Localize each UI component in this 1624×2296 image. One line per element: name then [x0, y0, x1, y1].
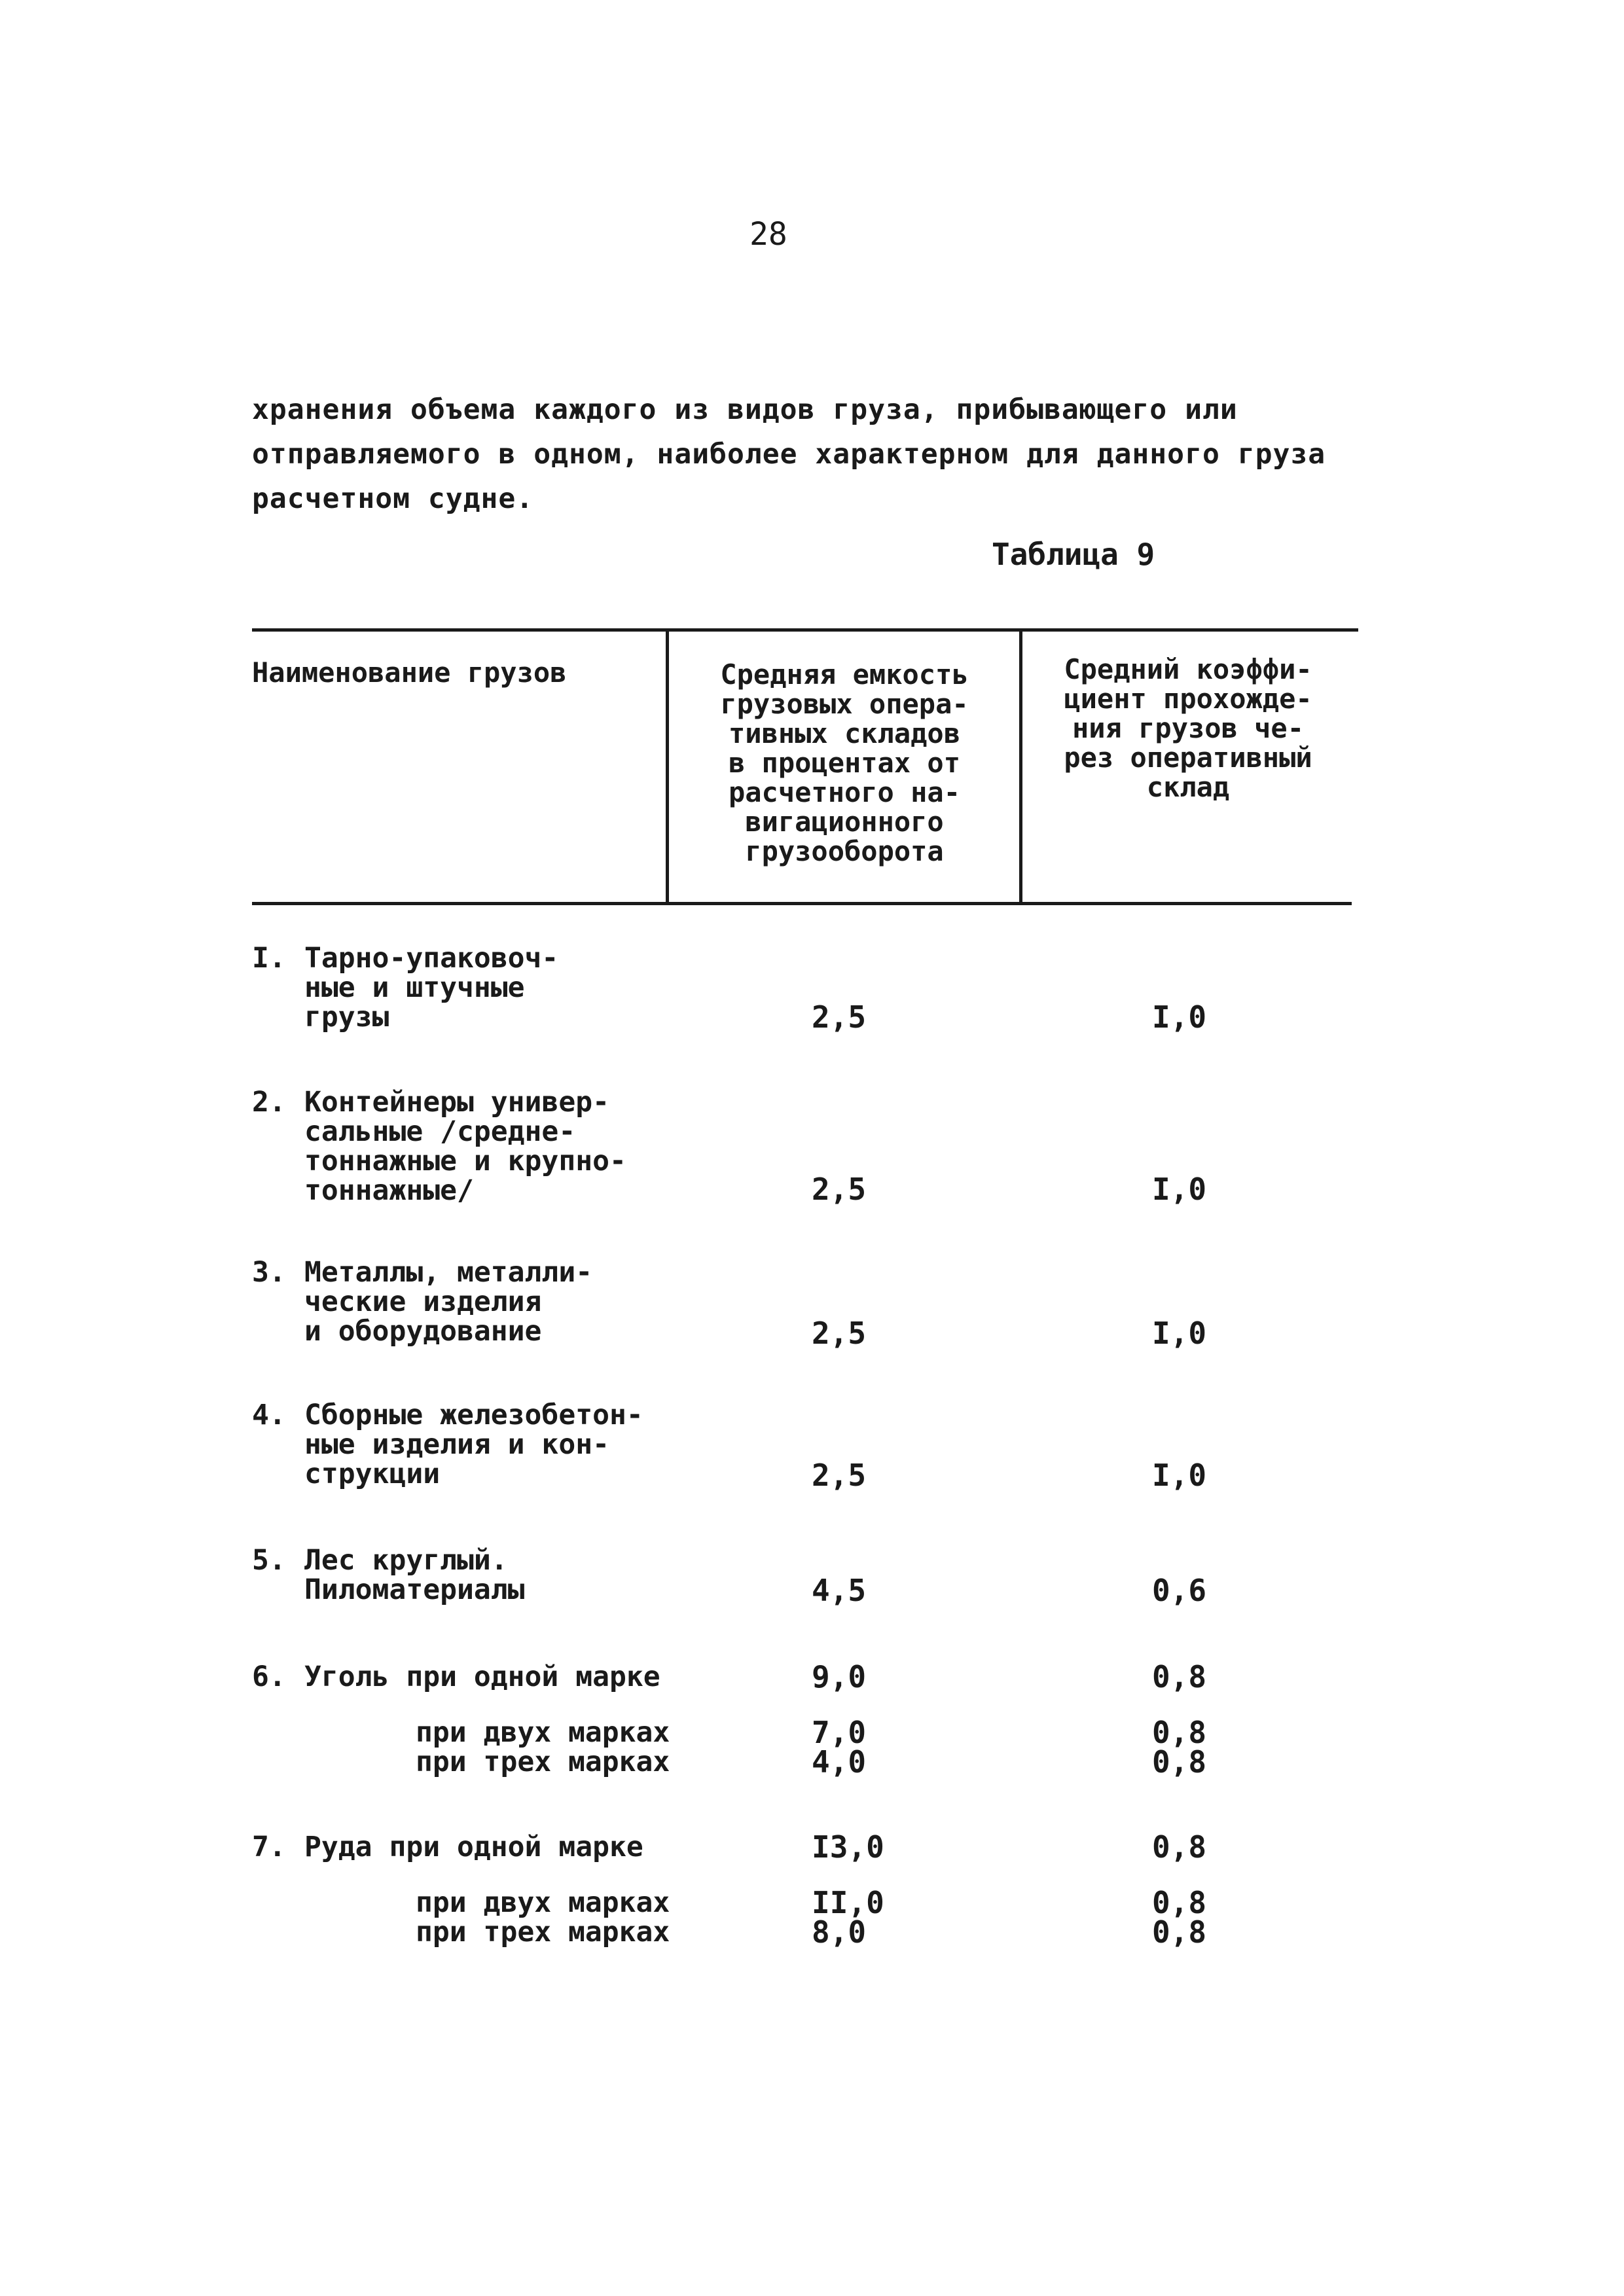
row-coefficient: I,0 [1152, 1172, 1207, 1207]
table-row-name [252, 944, 558, 1032]
row-name-line: ческие изделия [304, 1285, 542, 1318]
header-coefficient-line: ния грузов че- [1072, 712, 1304, 744]
row-capacity: 2,5 [812, 1458, 867, 1493]
header-capacity-line: грузовых опера- [720, 688, 969, 720]
subrow-label: при двух марках [416, 1886, 670, 1919]
row-number: 7. [252, 1831, 286, 1863]
subrow-capacity: 8,0 [812, 1914, 867, 1950]
row-number: I. [252, 942, 286, 975]
row-number: 5. [252, 1544, 286, 1577]
row-coefficient: 0,8 [1152, 1829, 1207, 1865]
row-capacity: 9,0 [812, 1659, 867, 1695]
row-capacity: I3,0 [812, 1829, 884, 1865]
row-coefficient: I,0 [1152, 1458, 1207, 1493]
subrow-capacity: 7,0 [812, 1715, 867, 1750]
table-row-name [252, 1401, 643, 1489]
row-name-line: Руда при одной марке [304, 1831, 643, 1863]
row-name-line: и оборудование [304, 1315, 542, 1348]
subrow-coefficient: 0,8 [1152, 1914, 1207, 1950]
row-name-line: грузы [304, 1001, 389, 1033]
row-name-line: ные изделия и кон- [304, 1428, 609, 1461]
row-coefficient: 0,6 [1152, 1573, 1207, 1608]
header-capacity [671, 660, 1018, 866]
subrow-label: при трех марках [416, 1746, 670, 1778]
row-name-line: Сборные железобетон- [304, 1399, 643, 1431]
header-capacity-line: в процентах от [728, 747, 960, 779]
header-capacity-line: грузооборота [745, 835, 944, 867]
table-header-bottom-rule [252, 902, 1352, 905]
subrow-label: при трех марках [416, 1916, 670, 1948]
column-divider-2 [1019, 628, 1022, 903]
header-capacity-line: тивных складов [728, 717, 960, 749]
row-coefficient: I,0 [1152, 999, 1207, 1035]
header-coefficient-line: рез оперативный [1064, 742, 1312, 774]
column-divider-1 [666, 628, 669, 903]
page-number: 28 [749, 216, 787, 253]
row-name-line: струкции [304, 1458, 441, 1490]
subrow-capacity: 4,0 [812, 1744, 867, 1780]
row-capacity: 2,5 [812, 999, 867, 1035]
table-row-name [252, 1546, 525, 1605]
row-name-line: тоннажные и крупно- [304, 1145, 626, 1177]
header-coefficient [1024, 655, 1352, 802]
row-name-line: Металлы, металли- [304, 1256, 593, 1289]
header-capacity-line: Средняя емкость [720, 658, 969, 691]
row-number: 4. [252, 1399, 286, 1431]
row-name-line: ные и штучные [304, 971, 525, 1004]
header-coefficient-line: Средний коэффи- [1064, 653, 1312, 685]
subrow-label: при двух марках [416, 1716, 670, 1749]
row-name-line: Тарно-упаковоч- [304, 942, 559, 975]
row-capacity: 2,5 [812, 1316, 867, 1351]
row-number: 2. [252, 1086, 286, 1119]
header-capacity-line: расчетного на- [728, 776, 960, 808]
table-title: Таблица 9 [992, 537, 1155, 572]
table-row-name [252, 1833, 643, 1862]
row-name-line: Пиломатериалы [304, 1573, 525, 1606]
row-number: 3. [252, 1256, 286, 1289]
row-capacity: 2,5 [812, 1172, 867, 1207]
subrow-coefficient: 0,8 [1152, 1715, 1207, 1750]
subrow-coefficient: 0,8 [1152, 1744, 1207, 1780]
row-name-line: Лес круглый. [304, 1544, 508, 1577]
intro-paragraph: хранения объема каждого из видов груза, прибывающего или отправляемого в одном, наиболее характерном для данного груза расчетном судне. [252, 393, 1326, 515]
row-coefficient: I,0 [1152, 1316, 1207, 1351]
row-name-line: Контейнеры универ- [304, 1086, 609, 1119]
header-capacity-line: вигационного [745, 806, 944, 838]
row-number: 6. [252, 1660, 286, 1693]
row-name-line: Уголь при одной марке [304, 1660, 660, 1693]
subrow-coefficient: 0,8 [1152, 1885, 1207, 1920]
table-top-rule [252, 628, 1358, 632]
row-capacity: 4,5 [812, 1573, 867, 1608]
header-coefficient-line: циент прохожде- [1064, 683, 1312, 715]
row-name-line: тоннажные/ [304, 1174, 474, 1207]
row-name-line: сальные /средне- [304, 1115, 576, 1148]
header-cargo-name: Наименование грузов [252, 656, 567, 689]
subrow-capacity: II,0 [812, 1885, 884, 1920]
table-row-name [252, 1258, 592, 1346]
row-coefficient: 0,8 [1152, 1659, 1207, 1695]
table-row-name [252, 1662, 660, 1692]
header-coefficient-line: склад [1146, 771, 1230, 803]
table-row-name [252, 1088, 626, 1206]
